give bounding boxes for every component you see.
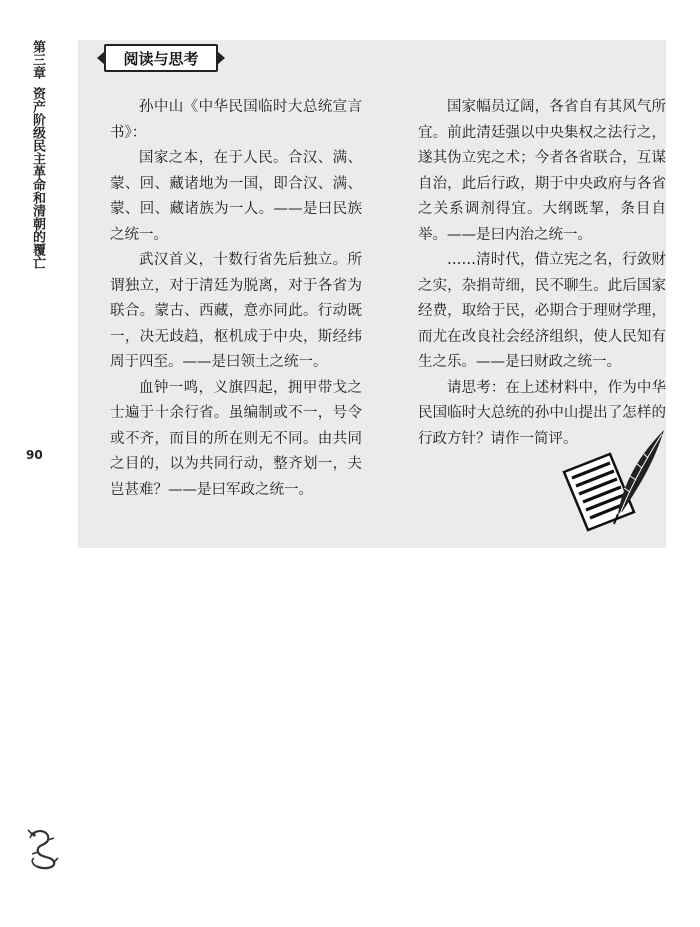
paragraph-territory-unity: 武汉首义，十数行省先后独立。所谓独立，对于清廷为脱离，对于各省为联合。蒙古、西藏，意亦同此。行动既一，决无歧趋，枢机成于中央，斯经纬周于四至。——是曰领土之统一。 bbox=[110, 252, 362, 370]
chapter-label: 第三章 bbox=[30, 40, 45, 79]
paragraph-finance-unity: ……清时代，借立宪之名，行敛财之实，杂捐苛细，民不聊生。此后国家经费，取给于民，必期合于理财学理，而尤在改良社会经济组织，使人民知有生之乐。——是曰财政之统一。 bbox=[418, 252, 666, 370]
chapter-strip bbox=[26, 40, 44, 269]
dragon-ornament-icon bbox=[26, 826, 60, 870]
chapter-title: 资产阶级民主革命和清朝的覆亡 bbox=[30, 87, 45, 269]
question-prompt: 请思考：在上述材料中，作为中华民国临时大总统的孙中山提出了怎样的行政方针？请作一简评。 bbox=[418, 379, 666, 447]
paragraph-nation-unity: 国家之本，在于人民。合汉、满、蒙、回、藏诸地为一国，即合汉、满、蒙、回、藏诸族为一人。——是曰民族之统一。 bbox=[110, 150, 362, 243]
paragraph-military-unity: 血钟一鸣，义旗四起，拥甲带戈之士遍于十余行省。虽编制或不一，号令或不齐，而目的所在则无不同。由共同之目的，以为共同行动，整齐划一，夫岂甚难？——是曰军政之统一。 bbox=[110, 379, 362, 498]
left-column bbox=[110, 95, 362, 503]
source-heading: 孙中山《中华民国临时大总统宣言书》： bbox=[110, 99, 362, 141]
right-column bbox=[418, 95, 666, 452]
paragraph-internal-unity: 国家幅员辽阔，各省自有其风气所宜。前此清廷强以中央集权之法行之，遂其伪立宪之术；今者各省联合，互谋自治，此后行政，期于中央政府与各省之关系调剂得宜。大纲既挈，条目自举。——是曰内治之统一。 bbox=[418, 99, 666, 243]
page-number: 90 bbox=[26, 448, 43, 462]
section-title: 阅读与思考 bbox=[123, 50, 199, 68]
section-title-box bbox=[104, 44, 218, 72]
quill-and-paper-icon bbox=[560, 428, 666, 532]
